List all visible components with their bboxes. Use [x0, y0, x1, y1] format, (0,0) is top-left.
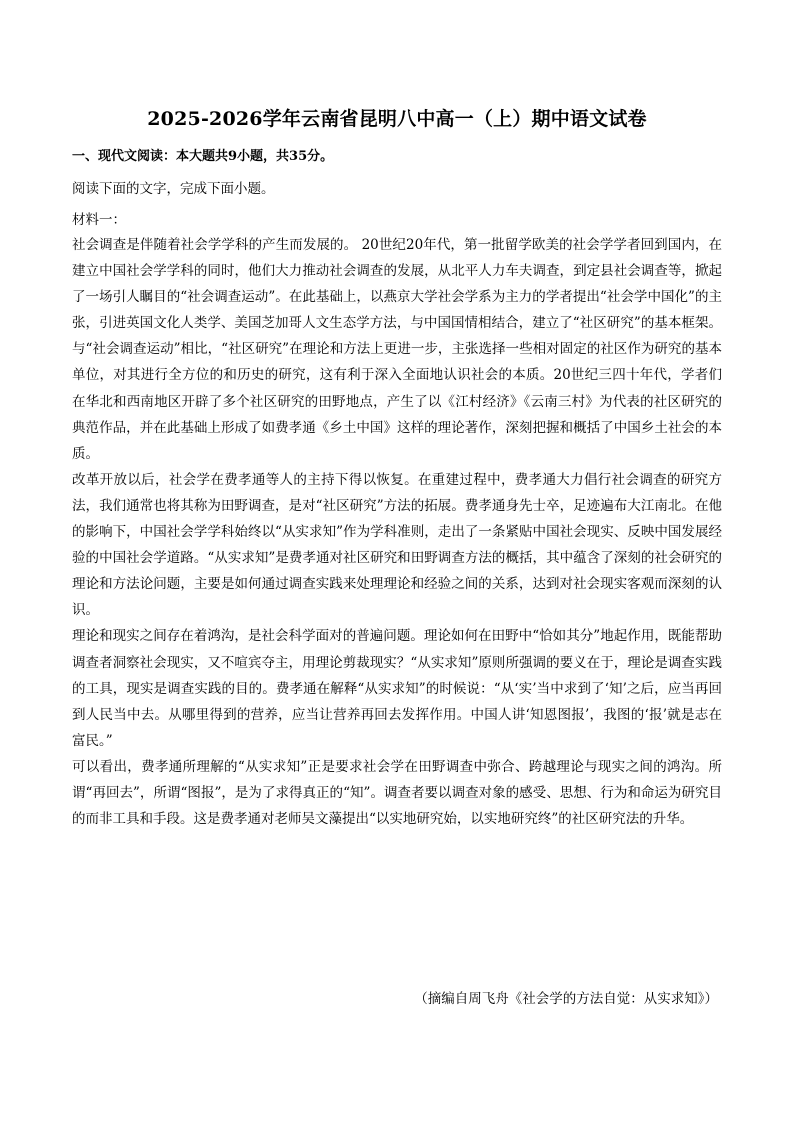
section-description: 本大题共9小题，共35分。	[176, 149, 334, 164]
section-label: 一、现代文阅读：	[72, 149, 177, 164]
material-label: 材料一：	[72, 212, 126, 228]
paragraph-4: 可以看出，费孝通所理解的“从实求知”正是要求社会学在田野调查中弥合、跨越理论与现实之间的鸿沟。所谓“再回去”，所谓“图报”，是为了求得真正的“知”。调查者要以调查对象的感受、思想、行为和命运为研究目的而非工具和手段。这是费孝通对老师吴文藻提出“以实地研究始，以实地研究终”的社区研究法的升华。	[72, 758, 722, 828]
material-text	[72, 232, 722, 832]
source-citation: （摘编自周飞舟《社会学的方法自觉：从实求知》）	[414, 991, 718, 1007]
paragraph-3: 理论和现实之间存在着鸿沟，是社会科学面对的普遍问题。理论如何在田野中“恰如其分”地起作用，既能帮助调查者洞察社会现实，又不喧宾夺主，用理论剪裁现实？“从实求知”原则所强调的要义在于，理论是调查实践的工具，现实是调查实践的目的。费孝通在解释“从实求知”的时候说：“从‘实’当中求到了‘知’之后，应当再回到人民当中去。从哪里得到的营养，应当让营养再回去发挥作用。中国人讲‘知恩图报’，我图的‘报’就是志在富民。”	[72, 628, 722, 749]
section-heading	[72, 145, 333, 164]
paragraph-2: 改革开放以后，社会学在费孝通等人的主持下得以恢复。在重建过程中，费孝通大力倡行社会调查的研究方法，我们通常也将其称为田野调查，是对“社区研究”方法的拓展。费孝通身先士卒，足迹遍布大江南北。在他的影响下，中国社会学学科始终以“从实求知”作为学科准则，走出了一条紧贴中国社会现实、反映中国发展经验的中国社会学道路。“从实求知”是费孝通对社区研究和田野调查方法的概括，其中蕴含了深刻的社会研究的理论和方法论问题，主要是如何通过调查实践来处理理论和经验之间的关系，达到对社会现实客观而深刻的认识。	[72, 471, 722, 619]
exam-title: 2025-2026学年云南省昆明八中高一（上）期中语文试卷	[147, 108, 647, 130]
paragraph-1: 社会调查是伴随着社会学学科的产生而发展的。 20世纪20年代，第一批留学欧美的社会学学者回到国内，在建立中国社会学学科的同时，他们大力推动社会调查的发展，从北平人力车夫调查，到定县社会调查等，掀起了一场引人瞩目的“社会调查运动”。在此基础上，以燕京大学社会学系为主力的学者提出“社会学中国化”的主张，引进英国文化人类学、美国芝加哥人文生态学方法，与中国国情相结合，建立了“社区研究”的基本框架。与“社会调查运动”相比，“社区研究”在理论和方法上更进一步，主张选择一些相对固定的社区作为研究的基本单位，对其进行全方位的和历史的研究，这有利于深入全面地认识社会的本质。20世纪三四十年代，学者们在华北和西南地区开辟了多个社区研究的田野地点，产生了以《江村经济》《云南三村》为代表的社区研究的典范作品，并在此基础上形成了如费孝通《乡土中国》这样的理论著作，深刻把握和概括了中国乡土社会的本质。	[72, 237, 722, 462]
reading-instruction: 阅读下面的文字，完成下面小题。	[72, 181, 275, 197]
